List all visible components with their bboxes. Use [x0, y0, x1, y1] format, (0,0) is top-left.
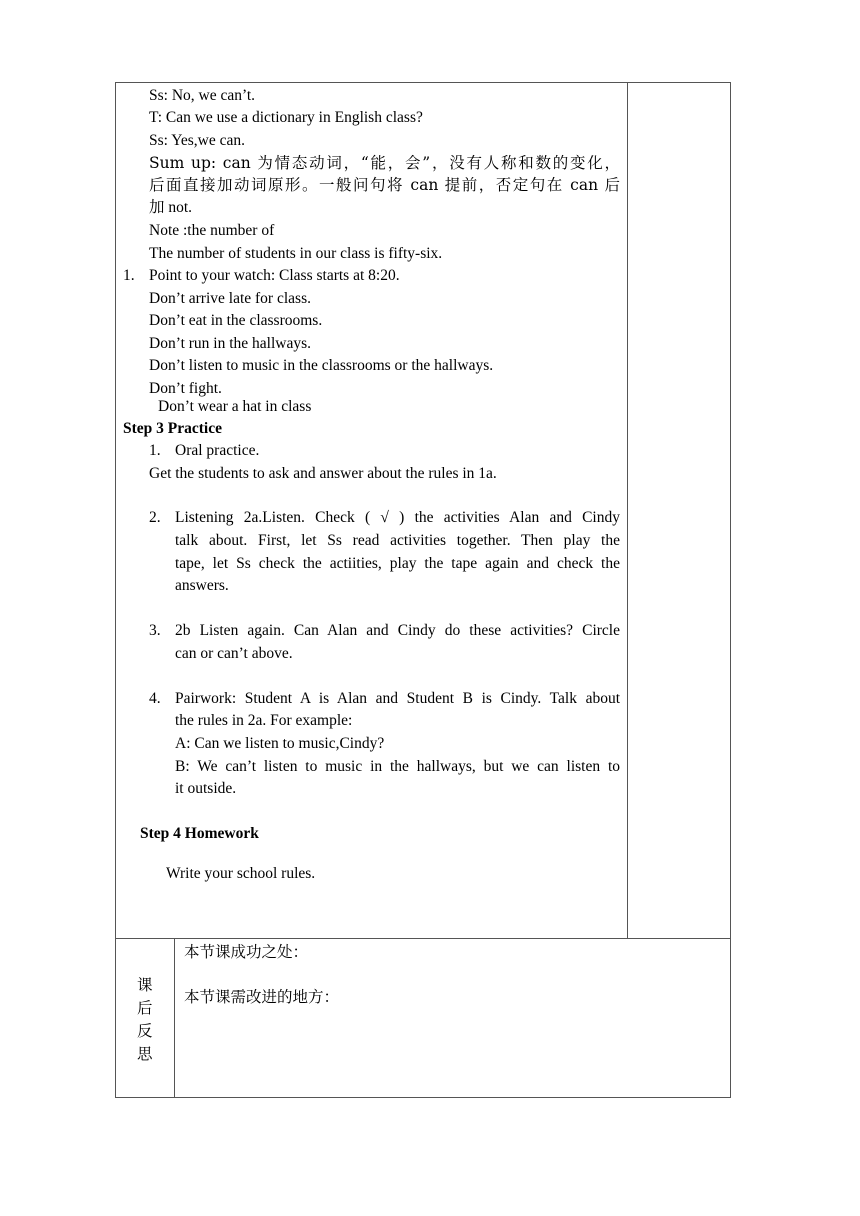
summary-line: 加 not. — [149, 199, 193, 216]
reflection-label-char: 后 — [137, 999, 153, 1017]
rule-line: Point to your watch: Class starts at 8:20. — [149, 267, 400, 284]
reflection-label-border — [174, 938, 175, 1098]
summary-line: 后面直接加动词原形。一般问句将 can 提前，否定句在 can 后 — [149, 176, 620, 194]
practice-item: Oral practice. — [175, 442, 260, 459]
practice-item: A: Can we listen to music,Cindy? — [175, 735, 385, 752]
rule-line: Don’t fight. — [149, 380, 222, 397]
table-left-border — [115, 82, 116, 1098]
practice-item: it outside. — [175, 780, 237, 797]
dialogue-line: Ss: Yes,we can. — [149, 132, 246, 149]
reflection-label-char: 思 — [137, 1045, 153, 1063]
dialogue-line: T: Can we use a dictionary in English class? — [149, 109, 423, 126]
list-number: 1. — [149, 442, 161, 459]
rule-line: Don’t arrive late for class. — [149, 290, 311, 307]
table-bottom-border — [115, 1097, 731, 1098]
rule-line: Don’t eat in the classrooms. — [149, 312, 323, 329]
practice-item: Get the students to ask and answer about the rules in 1a. — [149, 465, 497, 482]
table-middle-border — [115, 938, 731, 939]
table-right-border — [730, 82, 731, 1098]
list-number: 2. — [149, 509, 161, 526]
reflection-label-char: 反 — [137, 1022, 153, 1040]
practice-item: tape, let Ss check the actiities, play the tape again and check the — [175, 555, 620, 572]
reflection-label-char: 课 — [137, 976, 153, 994]
note-line: Note :the number of — [149, 222, 275, 239]
rule-line: Don’t wear a hat in class — [158, 398, 312, 415]
practice-item: Listening 2a.Listen. Check ( √ ) the activities Alan and Cindy — [175, 509, 620, 526]
practice-item: answers. — [175, 577, 229, 594]
reflection-improve: 本节课需改进的地方： — [184, 988, 340, 1006]
reflection-success: 本节课成功之处： — [184, 943, 309, 961]
notes-cell — [628, 83, 730, 938]
summary-line: Sum up: can 为情态动词，“能，会”，没有人称和数的变化， — [149, 154, 620, 172]
step3-heading: Step 3 Practice — [123, 420, 222, 437]
practice-item: can or can’t above. — [175, 645, 293, 662]
dialogue-line: Ss: No, we can’t. — [149, 87, 256, 104]
homework-text: Write your school rules. — [166, 865, 316, 882]
rule-line: Don’t listen to music in the classrooms or the hallways. — [149, 357, 494, 374]
practice-item: the rules in 2a. For example: — [175, 712, 353, 729]
practice-item: B: We can’t listen to music in the hallways, but we can listen to — [175, 758, 620, 775]
practice-item: Pairwork: Student A is Alan and Student B is Cindy. Talk about — [175, 690, 620, 707]
step4-heading: Step 4 Homework — [140, 825, 259, 842]
note-line: The number of students in our class is fifty-six. — [149, 245, 443, 262]
list-number: 4. — [149, 690, 161, 707]
practice-item: talk about. First, let Ss read activities together. Then play the — [175, 532, 620, 549]
list-number: 3. — [149, 622, 161, 639]
rule-line: Don’t run in the hallways. — [149, 335, 312, 352]
list-number: 1. — [123, 267, 135, 284]
practice-item: 2b Listen again. Can Alan and Cindy do these activities? Circle — [175, 622, 620, 639]
